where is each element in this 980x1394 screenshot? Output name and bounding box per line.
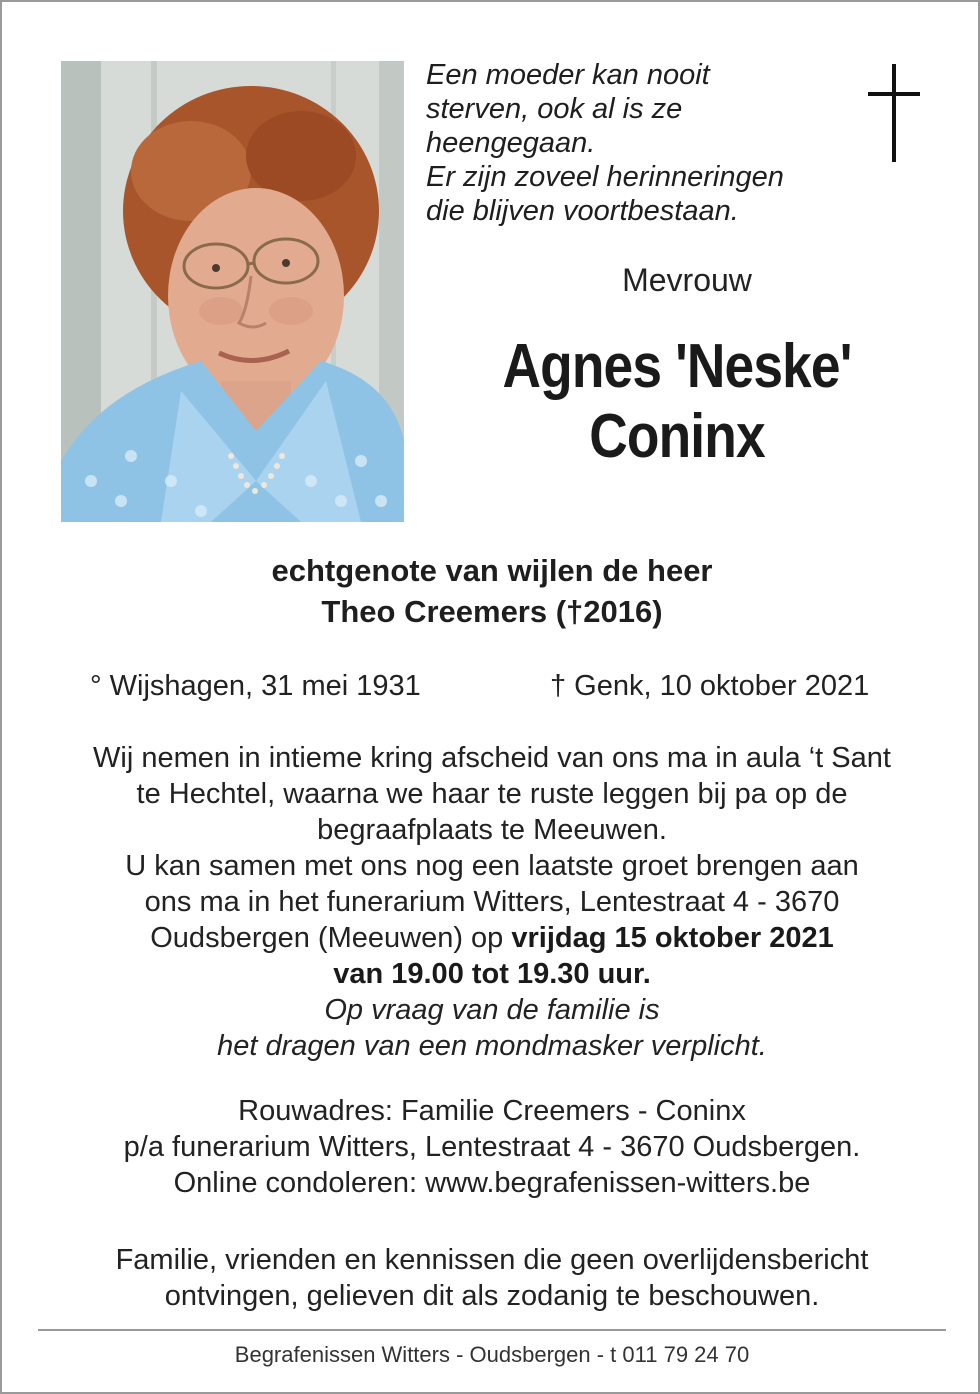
poem-line: Er zijn zoveel herinneringen: [426, 161, 784, 193]
mask-notice-line: het dragen van een mondmasker verplicht.: [217, 1030, 767, 1062]
announcement-line: [2, 956, 980, 992]
death-date: † Genk, 10 oktober 2021: [550, 670, 870, 702]
birth-date: ° Wijshagen, 31 mei 1931: [90, 670, 421, 702]
poem-line: Een moeder kan nooit: [426, 59, 710, 91]
announcement-text: Oudsbergen (Meeuwen) op: [150, 922, 512, 954]
visit-time: van 19.00 tot 19.30 uur.: [333, 958, 651, 990]
spouse-info: [2, 550, 980, 632]
mask-notice-line: Op vraag van de familie is: [324, 994, 660, 1026]
funeral-announcement: [2, 740, 980, 1064]
memorial-poem: [426, 58, 846, 228]
divider: [38, 1329, 946, 1331]
address-line: Rouwadres: Familie Creemers - Coninx: [238, 1095, 746, 1127]
name-line-2: Coninx: [589, 402, 765, 471]
poem-line: heengegaan.: [426, 127, 596, 159]
cross-icon: [864, 64, 924, 162]
mourning-address: [2, 1093, 980, 1201]
spouse-line-1: echtgenote van wijlen de heer: [271, 553, 713, 588]
announcement-line: ons ma in het funerarium Witters, Lentestraat 4 - 3670: [144, 886, 840, 918]
salutation: Mevrouw: [622, 262, 752, 298]
footer-funeral-home: Begrafenissen Witters - Oudsbergen - t 011 79 24 70: [234, 1342, 750, 1367]
closing-notice: [2, 1242, 980, 1314]
visit-date: vrijdag 15 oktober 2021: [511, 922, 834, 954]
address-line: Online condoleren: www.begrafenissen-witters.be: [173, 1167, 811, 1199]
poem-line: die blijven voortbestaan.: [426, 195, 739, 227]
announcement-line: te Hechtel, waarna we haar te ruste leggen bij pa op de: [136, 778, 848, 810]
announcement-line: Wij nemen in intieme kring afscheid van ons ma in aula ‘t Sant: [93, 742, 891, 774]
address-line: p/a funerarium Witters, Lentestraat 4 - 3670 Oudsbergen.: [123, 1131, 861, 1163]
portrait-photo: [61, 61, 404, 522]
notice-line: ontvingen, gelieven dit als zodanig te beschouwen.: [164, 1280, 820, 1312]
spouse-line-2: Theo Creemers (†2016): [321, 594, 663, 629]
poem-line: sterven, ook al is ze: [426, 93, 683, 125]
notice-line: Familie, vrienden en kennissen die geen overlijdensbericht: [115, 1244, 869, 1276]
announcement-line: [2, 920, 980, 956]
deceased-name: [475, 332, 879, 472]
portrait-illustration: [61, 61, 404, 522]
announcement-line: begraafplaats te Meeuwen.: [317, 814, 667, 846]
name-line-1: Agnes 'Neske': [502, 332, 852, 401]
announcement-line: U kan samen met ons nog een laatste groet brengen aan: [125, 850, 859, 882]
